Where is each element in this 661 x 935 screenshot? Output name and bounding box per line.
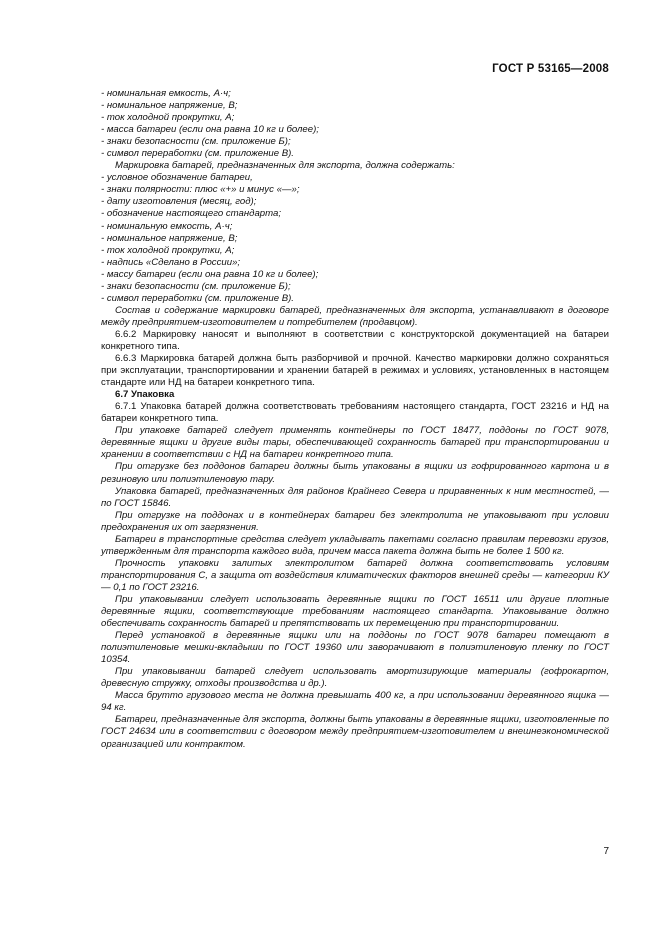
list-item: - условное обозначение батареи,	[101, 172, 253, 184]
paragraph: Состав и содержание маркировки батарей, предназначенных для экспорта, устанавливают в договоре между предприятием-изготовителем и потребителем (продавцом).	[101, 304, 609, 328]
list-item: - дату изготовления (месяц, год);	[101, 196, 257, 208]
list-item: - знаки безопасности (см. приложение Б);	[101, 136, 291, 148]
list-item: - ток холодной прокрутки, А;	[101, 244, 235, 256]
paragraph: Батареи в транспортные средства следует укладывать пакетами согласно правилам перевозки грузов, утвержденным для транспорта каждого вида, причем масса пакета должна быть не более 1 500 кг.	[101, 533, 609, 557]
paragraph: При отгрузке на поддонах и в контейнерах батареи без электролита не упаковывают при условии предохранения их от загрязнения.	[101, 509, 609, 533]
list-item: - номинальное напряжение, В;	[101, 100, 238, 112]
document-header: ГОСТ Р 53165—2008	[492, 63, 609, 75]
paragraph: При упаковывании следует использовать деревянные ящики по ГОСТ 16511 или другие плотные деревянные ящики, соответствующие требованиям настоящего стандарта. Упаковывание должно обеспечивать сохранность батарей и препятствовать их перемещению при транспортировании.	[101, 593, 609, 630]
list-item: - символ переработки (см. приложение В).	[101, 148, 294, 160]
list-item: - знаки полярности: плюс «+» и минус «—»;	[101, 184, 300, 196]
paragraph-6-6-2: 6.6.2 Маркировку наносят и выполняют в соответствии с конструкторской документацией на батареи конкретного типа.	[101, 328, 609, 352]
section-heading: 6.7 Упаковка	[115, 389, 175, 401]
paragraph-6-7-1: 6.7.1 Упаковка батарей должна соответствовать требованиям настоящего стандарта, ГОСТ 23216 и НД на батареи конкретного типа.	[101, 401, 609, 425]
paragraph: Батареи, предназначенные для экспорта, должны быть упакованы в деревянные ящики, изготовленные по ГОСТ 24634 или в соответствии с договором между предприятием-изготовителем и внешнеэкономической организацией или контрактом.	[101, 714, 609, 750]
paragraph: При отгрузке без поддонов батареи должны быть упакованы в ящики из гофрированного картона и в резиновую или полиэтиленовую тару.	[101, 461, 609, 485]
page-content	[101, 88, 609, 751]
page-number: 7	[603, 846, 609, 857]
list-item: - номинальная емкость, А·ч;	[101, 88, 231, 99]
list-item: - символ переработки (см. приложение В).	[101, 292, 294, 304]
list-item: - надпись «Сделано в России»;	[101, 256, 241, 268]
paragraph: Упаковка батарей, предназначенных для районов Крайнего Севера и приравненных к ним местностей, — по ГОСТ 15846.	[101, 485, 609, 509]
marking-list	[101, 88, 609, 160]
list-item: - номинальное напряжение, В;	[101, 232, 238, 244]
paragraph: При упаковывании батарей следует использовать амортизирующие материалы (гофрокартон, древесную стружку, отходы производства и др.).	[101, 666, 609, 690]
export-marking-list	[101, 172, 609, 305]
paragraph: Перед установкой в деревянные ящики или на поддоны по ГОСТ 9078 батареи помещают в полиэтиленовые мешки-вкладыши по ГОСТ 19360 или заворачивают в полиэтиленовую пленку по ГОСТ 10354.	[101, 630, 609, 666]
list-item: - масса батареи (если она равна 10 кг и более);	[101, 124, 319, 136]
list-item: - обозначение настоящего стандарта;	[101, 208, 281, 220]
list-item: - массу батареи (если она равна 10 кг и более);	[101, 268, 319, 280]
paragraph: Прочность упаковки залитых электролитом батарей должна соответствовать условиям транспортирования С, а защита от воздействия климатических факторов внешней среды — категории КУ— 0,1 по ГОСТ 23216.	[101, 557, 609, 593]
list-item: - ток холодной прокрутки, А;	[101, 112, 235, 124]
paragraph: При упаковке батарей следует применять контейнеры по ГОСТ 18477, поддоны по ГОСТ 9078, деревянные ящики и другие виды тары, обеспечивающей сохранность батарей при транспортировании и хранении в соответствии с НД на батареи конкретного типа.	[101, 425, 609, 461]
export-marking-intro: Маркировка батарей, предназначенных для экспорта, должна содержать:	[115, 160, 455, 172]
list-item: - знаки безопасности (см. приложение Б);	[101, 280, 291, 292]
paragraph-6-6-3: 6.6.3 Маркировка батарей должна быть разборчивой и прочной. Качество маркировки должно сохраняться при эксплуатации, транспортировании и хранении батарей в режимах и условиях, установленных в настоящем стандарте или НД на батареи конкретного типа.	[101, 353, 609, 389]
paragraph: Масса брутто грузового места не должна превышать 400 кг, а при использовании деревянного ящика — 94 кг.	[101, 690, 609, 714]
list-item: - номинальную емкость, А·ч;	[101, 220, 233, 232]
